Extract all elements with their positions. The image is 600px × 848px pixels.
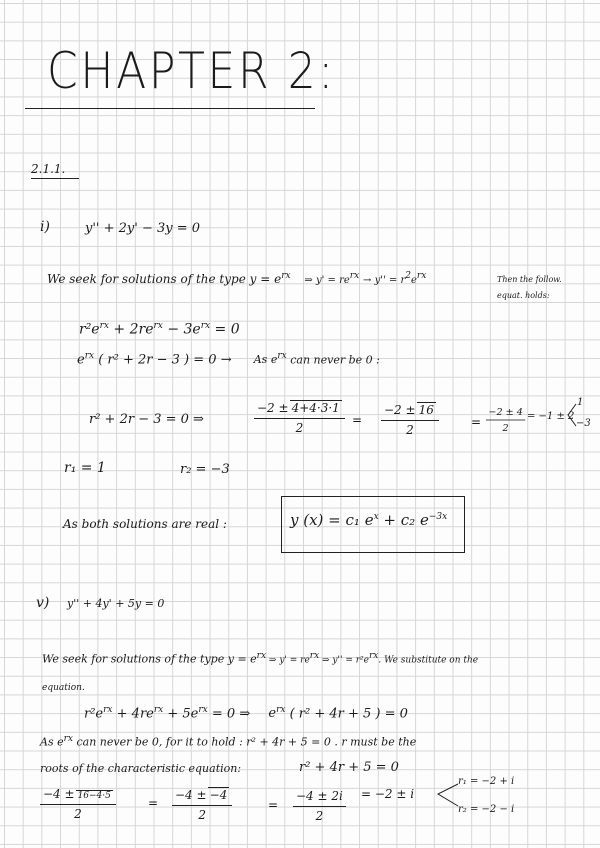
frac2-radicand: 16 (418, 403, 434, 417)
section-number: 2.1.1. (31, 162, 66, 176)
v-never-b: can never be 0, for it to hold : r² + 4r + 5 = 0 . r must be the (73, 735, 417, 749)
v-sub-d: = 0 ⇒ (207, 706, 251, 722)
result-root-bottom: −3 (576, 418, 591, 429)
solution-term2: + c₂ e (378, 511, 429, 529)
v-fracC-num: −4 ± 2i (296, 789, 343, 803)
part-v-seek-line (42, 652, 478, 666)
part-i-equation: y'' + 2y' − 3y = 0 (85, 221, 201, 236)
factor-line (77, 352, 380, 366)
frac2-numerator: −2 ± (384, 403, 416, 417)
root-r1: r₁ = 1 (64, 460, 106, 476)
deriv-first-exp: rx (349, 271, 360, 281)
v-seek-text: We seek for solutions of the type y = e (42, 652, 257, 666)
v-fraction-b (172, 787, 232, 822)
v-sub-b: + 4re (112, 706, 154, 722)
frac3-numerator: −2 ± 4 (488, 406, 523, 418)
roots-text: roots of the characteristic equation: (40, 762, 242, 775)
never-zero-a: As e (253, 353, 278, 367)
page-title: CHAPTER 2: (47, 42, 336, 100)
factor-exp: rx (84, 351, 95, 361)
sub-tail: = 0 (210, 321, 240, 338)
quadratic-fraction-3 (486, 406, 525, 433)
part-v-equation: y'' + 4y' + 5y = 0 (67, 597, 165, 610)
v-fraction-a (40, 787, 116, 821)
v-fracB-radicand: −4 (209, 788, 228, 802)
frac1-numerator: −2 ± (257, 401, 289, 415)
v-never-exp: rx (63, 734, 73, 744)
v-substitution-line (84, 706, 408, 720)
eq-sign-1: = (352, 413, 363, 427)
then-follows-line2: equat. holds: (497, 291, 550, 300)
part-i-seek-line (47, 272, 426, 286)
section-underline (31, 178, 79, 179)
factor-poly: ( r² + 2r − 3 ) = 0 → (94, 352, 232, 368)
branch-bracket-v (436, 778, 460, 814)
part-i-label: i) (40, 219, 50, 235)
deriv-second: → y'' = r (363, 275, 406, 286)
solution-exp1: x (373, 512, 379, 522)
seek-text: We seek for solutions of the type y = e (47, 272, 282, 286)
sub-term3-exp: rx (200, 321, 211, 331)
v-sub-exp4: rx (276, 705, 286, 715)
char-equation: r² + 4r + 5 = 0 (299, 760, 399, 775)
v-fracA-num: −4 ± (43, 787, 75, 801)
v-sub-exp2: rx (153, 705, 164, 715)
quadratic-lhs: r² + 2r − 3 = 0 ⇒ (89, 412, 204, 427)
result-root-top: 1 (577, 397, 584, 408)
then-follows-line1: Then the follow. (497, 275, 562, 284)
deriv-first: ⇒ y' = re (304, 275, 350, 286)
equation-word: equation. (42, 683, 85, 693)
sub-term2: + 2re (108, 321, 154, 338)
v-fracA-den: 2 (74, 807, 82, 821)
v-fracC-den: 2 (315, 809, 324, 823)
v-sub-a: r²e (84, 706, 104, 722)
quadratic-fraction-2 (381, 402, 439, 437)
v-never-zero-line (40, 735, 416, 748)
v-sub-f: ( r² + 4r + 5 ) = 0 (285, 706, 408, 722)
sub-term3: − 3e (162, 321, 201, 338)
factor-e: e (77, 352, 85, 368)
solution-exp2: −3x (428, 512, 448, 522)
eq-sign-2: = (471, 415, 482, 429)
v-fraction-c (293, 789, 346, 823)
v-sub-exp1: rx (103, 705, 113, 715)
general-solution (290, 513, 447, 528)
seek-exponent: rx (281, 271, 291, 281)
v-eq-sign-1: = (148, 796, 159, 810)
v-sub-c: + 5e (163, 706, 199, 722)
solution-term1: y (x) = c₁ e (290, 511, 374, 529)
v-deriv2-exp: rx (368, 651, 379, 661)
v-deriv1: ⇒ y' = re (266, 655, 310, 666)
v-root-r1: r₁ = −2 + i (458, 776, 515, 787)
v-sub-e: e (268, 706, 277, 722)
deriv-second-e: e (410, 275, 417, 286)
never-zero-exp: rx (277, 351, 287, 361)
v-fracB-num: −4 ± (175, 788, 207, 802)
frac2-denominator: 2 (406, 423, 414, 437)
result-equation: = −1 ± 2 (527, 411, 575, 422)
sub-term2-exp: rx (153, 321, 163, 331)
never-zero-b: can never be 0 : (286, 353, 380, 367)
v-deriv1-exp: rx (309, 651, 320, 661)
v-eq-sign-2: = (268, 798, 279, 812)
char-substitution-line (79, 322, 240, 337)
v-substitute-text: . We substitute on the (378, 655, 479, 666)
deriv-second-r-exp: 2 (405, 271, 411, 281)
sub-term1-exp: rx (99, 321, 109, 331)
v-deriv2: ⇒ y'' = r²e (319, 655, 369, 666)
both-real-text: As both solutions are real : (63, 517, 227, 531)
v-final-result: = −2 ± i (361, 787, 415, 801)
v-seek-exp: rx (256, 651, 267, 661)
v-sub-exp3: rx (198, 705, 208, 715)
sub-term1: r²e (79, 321, 100, 338)
root-r2: r₂ = −3 (180, 462, 230, 477)
quadratic-fraction-1 (254, 400, 345, 435)
frac1-denominator: 2 (295, 421, 304, 435)
title-underline (25, 108, 315, 109)
v-fracB-den: 2 (198, 808, 206, 822)
v-root-r2: r₂ = −2 − i (458, 804, 515, 815)
frac1-radicand: 4+4·3·1 (291, 401, 340, 415)
v-never-a: As e (40, 735, 64, 749)
frac3-denominator: 2 (502, 422, 509, 434)
deriv-second-exp: rx (416, 271, 427, 281)
v-fracA-radicand: 16−4·5 (77, 791, 111, 801)
part-v-label: v) (36, 595, 50, 611)
